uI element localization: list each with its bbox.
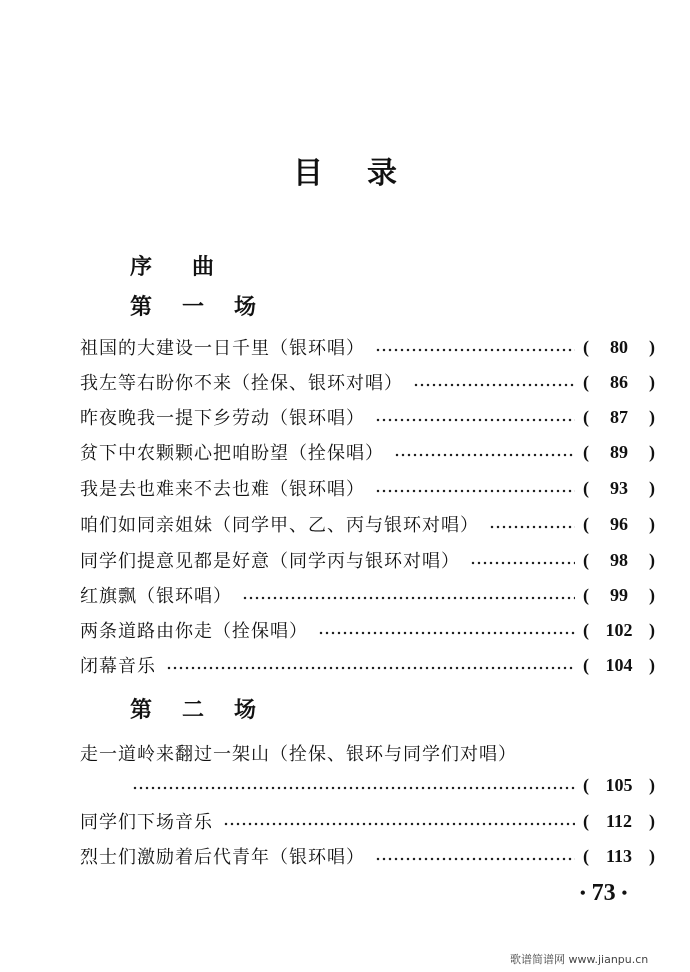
page-ref: 86 — [610, 371, 628, 392]
toc-entry-page — [583, 655, 655, 676]
dot-leader — [489, 525, 575, 529]
page-ref: 93 — [610, 477, 628, 498]
toc-entry-title: 咱们如同亲姐妹（同学甲、乙、丙与银环对唱） — [80, 515, 479, 536]
toc-entry[interactable] — [80, 367, 655, 397]
scene1-char-1: 第 — [130, 294, 153, 320]
toc-entry-page — [583, 514, 655, 535]
toc-entry[interactable] — [80, 437, 655, 467]
bullet-right: • — [621, 885, 628, 902]
toc-entry-title: 我是去也难来不去也难（银环唱） — [80, 479, 365, 500]
scene2-char-1: 第 — [130, 697, 153, 723]
toc-entry-title: 同学们下场音乐 — [80, 812, 213, 833]
paren-open: ( — [583, 619, 589, 640]
paren-close: ) — [649, 654, 655, 675]
paren-close: ) — [649, 845, 655, 866]
toc-entry[interactable] — [80, 545, 655, 575]
toc-entry-title: 红旗飘（银环唱） — [80, 586, 232, 607]
paren-close: ) — [649, 619, 655, 640]
paren-close: ) — [649, 774, 655, 795]
paren-close: ) — [649, 441, 655, 462]
paren-open: ( — [583, 513, 589, 534]
toc-entry[interactable] — [80, 580, 655, 610]
dot-leader — [375, 418, 575, 422]
section-heading-scene-1 — [130, 290, 256, 321]
toc-entry-title: 祖国的大建设一日千里（银环唱） — [80, 338, 365, 359]
page-number — [580, 880, 627, 907]
paren-close: ) — [649, 549, 655, 570]
toc-entry-page — [583, 620, 655, 641]
page-number-value: 73 — [591, 880, 616, 906]
paren-close: ) — [649, 336, 655, 357]
page-ref: 105 — [605, 774, 633, 795]
toc-entry[interactable] — [80, 332, 655, 362]
toc-entry-title: 走一道岭来翻过一架山（拴保、银环与同学们对唱） — [80, 744, 517, 765]
scene2-char-2: 二 — [182, 697, 205, 723]
section-heading-scene-2 — [130, 693, 256, 724]
dot-leader — [413, 383, 575, 387]
paren-open: ( — [583, 774, 589, 795]
toc-entry[interactable] — [80, 402, 655, 432]
paren-close: ) — [649, 810, 655, 831]
page-ref: 96 — [610, 513, 628, 534]
dot-leader — [166, 666, 575, 670]
dot-leader — [375, 489, 575, 493]
paren-open: ( — [583, 336, 589, 357]
dot-leader — [375, 348, 575, 352]
toc-entry-page — [583, 337, 655, 358]
paren-close: ) — [649, 584, 655, 605]
paren-open: ( — [583, 441, 589, 462]
section-heading-prelude — [130, 250, 214, 281]
page-ref: 87 — [610, 406, 628, 427]
paren-open: ( — [583, 477, 589, 498]
title-char-1: 目 — [293, 156, 323, 191]
toc-entry-page — [583, 442, 655, 463]
toc-entry-page — [583, 585, 655, 606]
page-ref: 99 — [610, 584, 628, 605]
toc-entry[interactable] — [80, 806, 655, 836]
toc-entry-title: 贫下中农颗颗心把咱盼望（拴保唱） — [80, 443, 384, 464]
scene1-char-2: 一 — [182, 294, 205, 320]
toc-entry[interactable] — [80, 509, 655, 539]
page-ref: 89 — [610, 441, 628, 462]
toc-entry-title: 闭幕音乐 — [80, 656, 156, 677]
page-ref: 80 — [610, 336, 628, 357]
paren-open: ( — [583, 549, 589, 570]
paren-open: ( — [583, 371, 589, 392]
toc-entry-title: 烈士们激励着后代青年（银环唱） — [80, 847, 365, 868]
toc-entry[interactable] — [80, 615, 655, 645]
toc-entry[interactable] — [80, 770, 655, 800]
toc-entry-page — [583, 478, 655, 499]
toc-entry-page — [583, 372, 655, 393]
title-char-2: 录 — [367, 156, 397, 191]
toc-entry[interactable] — [80, 841, 655, 871]
toc-entry-title: 昨夜晚我一提下乡劳动（银环唱） — [80, 408, 365, 429]
page-ref: 102 — [605, 619, 633, 640]
page-title — [0, 148, 690, 192]
page-ref: 104 — [605, 654, 633, 675]
bullet-left: • — [580, 885, 586, 902]
paren-open: ( — [583, 810, 589, 831]
watermark: 歌谱简谱网 www.jianpu.cn — [510, 953, 649, 966]
page-ref: 112 — [605, 810, 632, 831]
paren-open: ( — [583, 845, 589, 866]
page-ref: 113 — [605, 845, 632, 866]
toc-entry-title-long[interactable] — [80, 738, 655, 768]
paren-open: ( — [583, 654, 589, 675]
toc-entry-page — [583, 407, 655, 428]
toc-entry-page — [583, 550, 655, 571]
toc-entry-title: 我左等右盼你不来（拴保、银环对唱） — [80, 373, 403, 394]
paren-close: ) — [649, 406, 655, 427]
paren-close: ) — [649, 477, 655, 498]
dot-leader — [394, 453, 575, 457]
toc-entry-page — [583, 846, 655, 867]
toc-entry[interactable] — [80, 650, 655, 680]
paren-close: ) — [649, 513, 655, 534]
toc-entry[interactable] — [80, 473, 655, 503]
scene2-char-3: 场 — [234, 697, 257, 723]
prelude-char-2: 曲 — [192, 254, 215, 280]
prelude-char-1: 序 — [130, 254, 153, 280]
toc-entry-title: 两条道路由你走（拴保唱） — [80, 621, 308, 642]
dot-leader — [242, 596, 575, 600]
dot-leader — [223, 822, 575, 826]
toc-entry-title: 同学们提意见都是好意（同学丙与银环对唱） — [80, 551, 460, 572]
paren-open: ( — [583, 406, 589, 427]
dot-leader — [132, 786, 575, 790]
paren-close: ) — [649, 371, 655, 392]
paren-open: ( — [583, 584, 589, 605]
toc-entry-page — [583, 775, 655, 796]
dot-leader — [318, 631, 575, 635]
page-ref: 98 — [610, 549, 628, 570]
dot-leader — [375, 857, 575, 861]
dot-leader — [470, 561, 575, 565]
toc-entry-page — [583, 811, 655, 832]
scene1-char-3: 场 — [234, 294, 257, 320]
